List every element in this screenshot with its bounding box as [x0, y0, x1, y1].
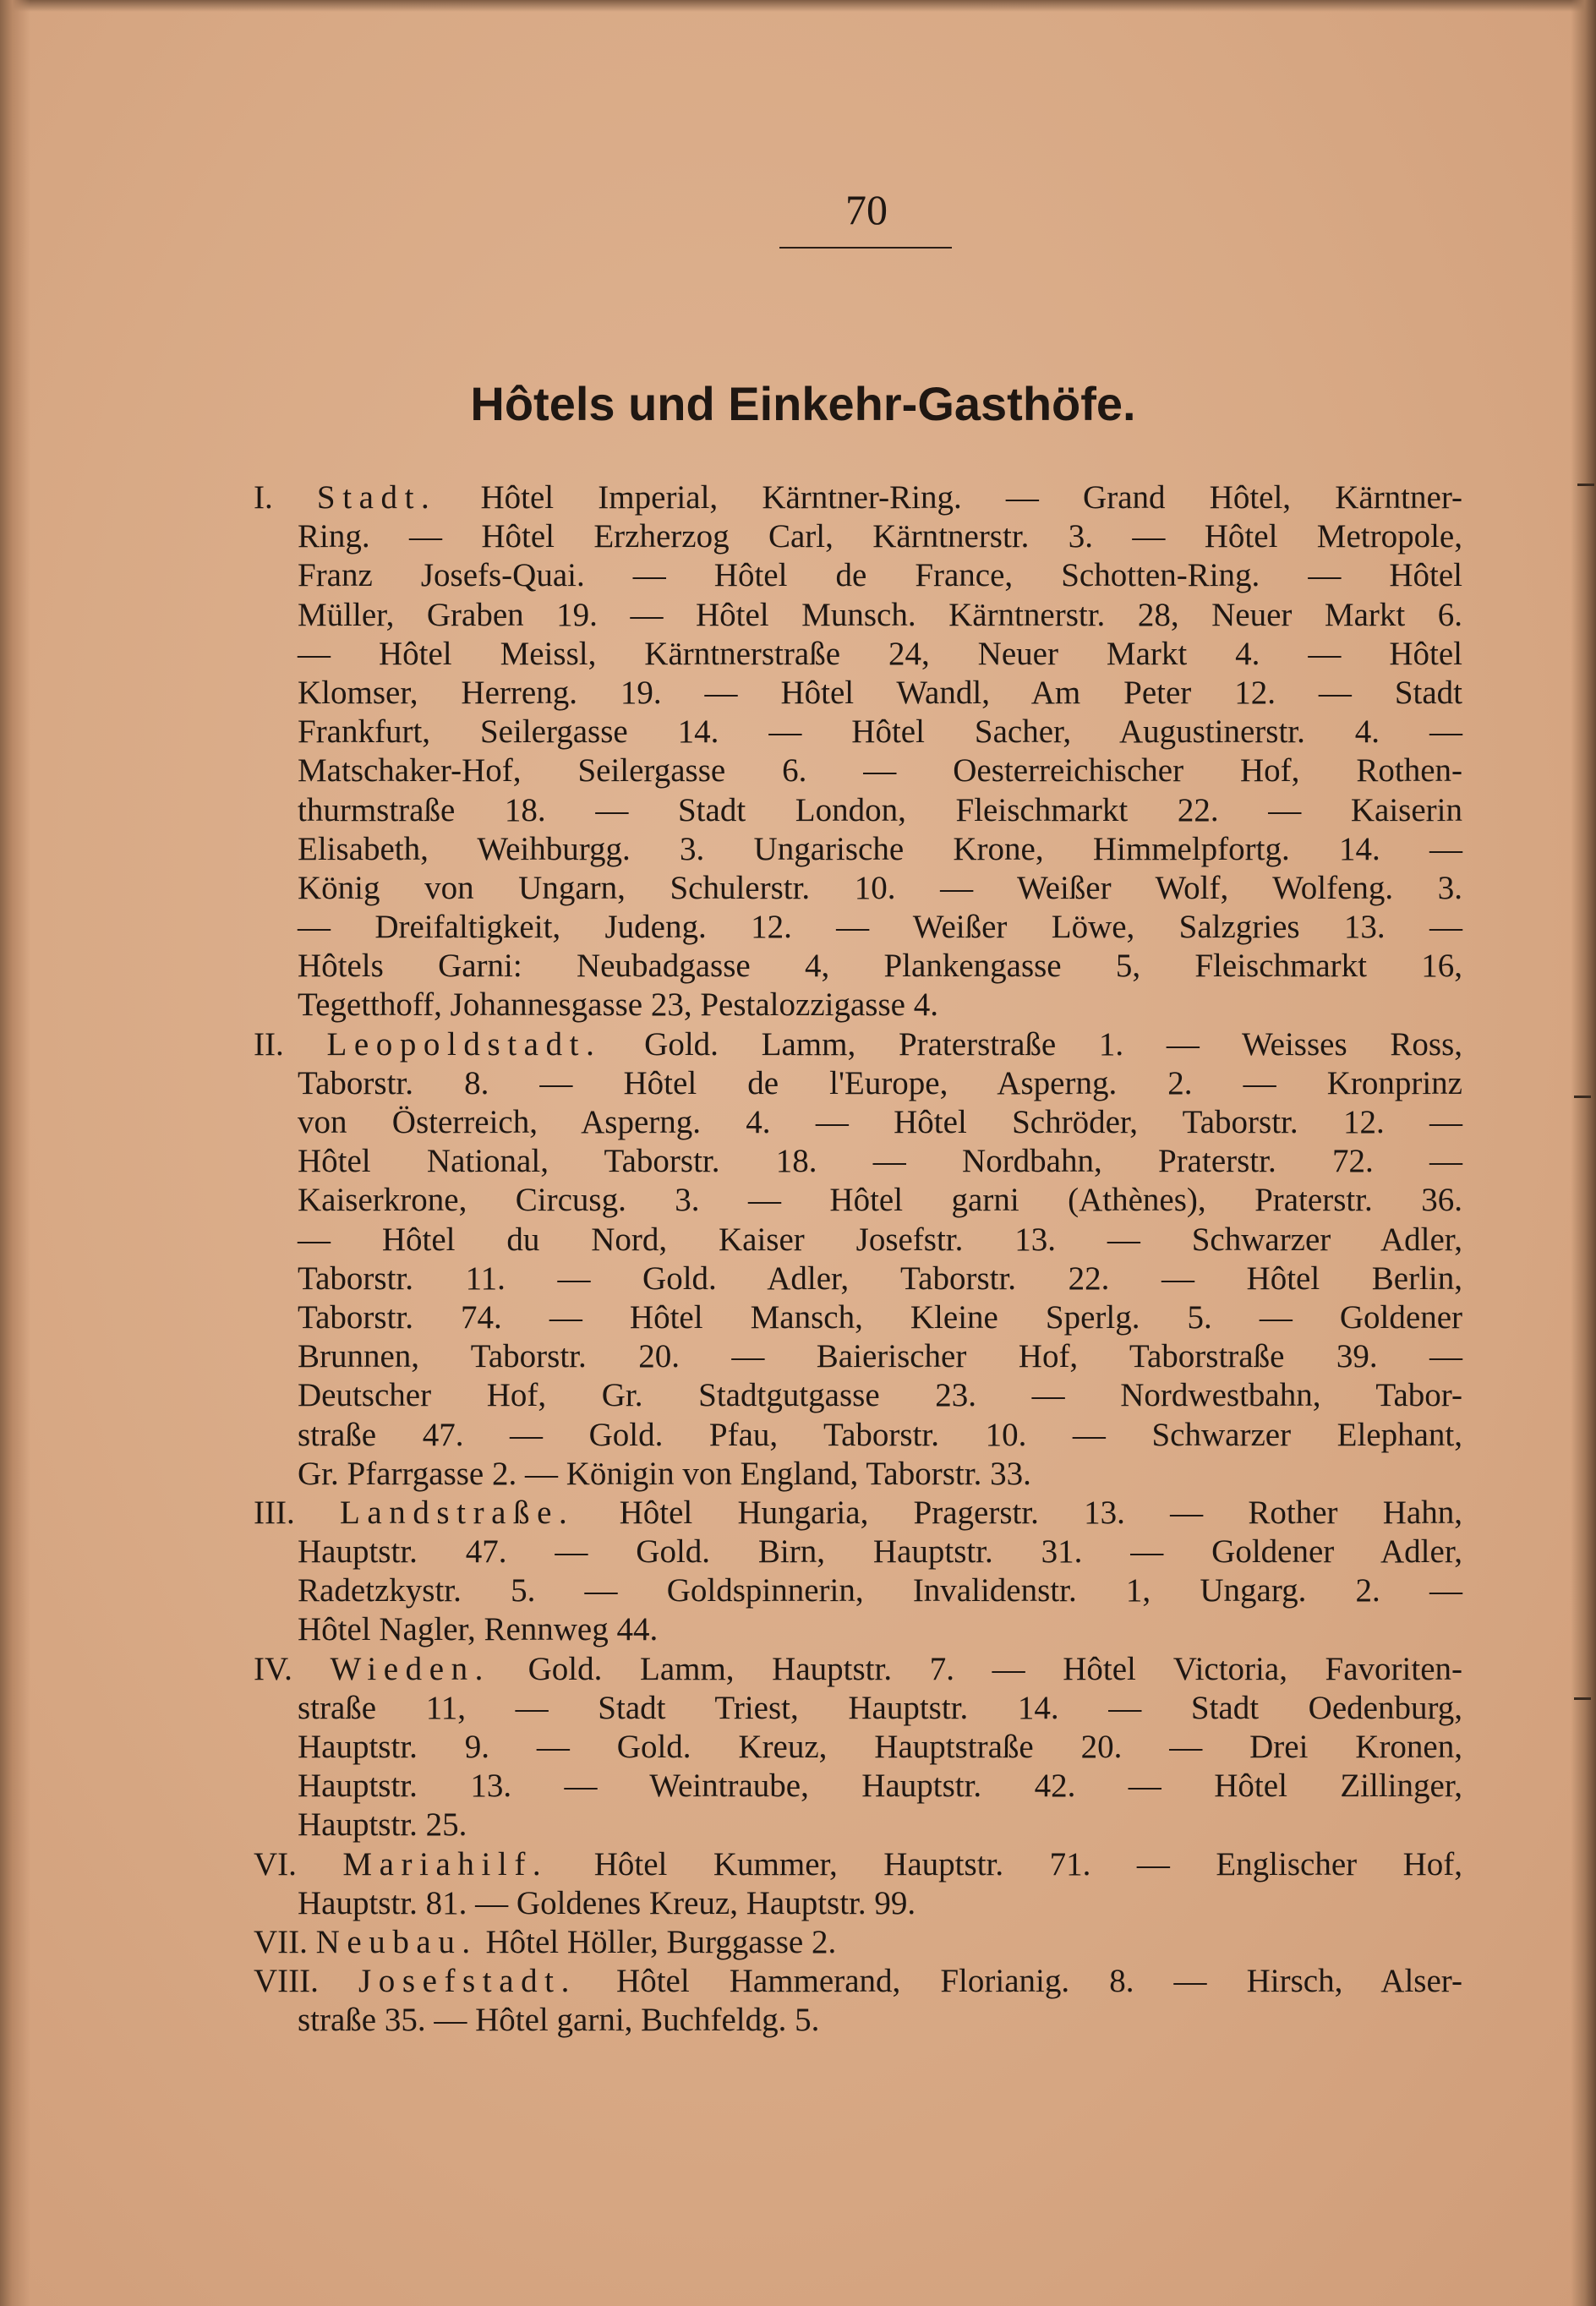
district-entry-line — [254, 1494, 1462, 1533]
listing-line — [298, 1884, 1462, 1923]
page-top-edge — [0, 0, 1596, 12]
district-entry-line — [254, 1962, 1462, 2001]
line-text: Gold. Lamm, Hauptstr. 7. — Hôtel Victoria, Favoriten- — [527, 1650, 1463, 1687]
line-text: Radetzkystr. 5. — Goldspinnerin, Invalidenstr. 1, Ungarg. 2. — — [298, 1572, 1462, 1609]
listing-line — [298, 1376, 1462, 1415]
listing-line — [298, 1533, 1462, 1571]
district-number: VII. — [254, 1923, 308, 1960]
line-text: Hôtel Nagler, Rennweg 44. — [298, 1611, 659, 1648]
line-text: straße 11, — Stadt Triest, Hauptstr. 14. — Stadt Oedenburg, — [298, 1689, 1462, 1726]
line-text: Hauptstr. 13. — Weintraube, Hauptstr. 42. — Hôtel Zillinger, — [298, 1768, 1462, 1805]
listing-line — [298, 869, 1462, 908]
line-text: Klomser, Herreng. 19. — Hôtel Wandl, Am Peter 12. — Stadt — [298, 674, 1462, 711]
line-text: Hauptstr. 25. — [298, 1806, 467, 1844]
line-text: Deutscher Hof, Gr. Stadtgutgasse 23. — Nordwestbahn, Tabor- — [298, 1377, 1462, 1414]
line-text: Gr. Pfarrgasse 2. — Königin von England, Taborstr. 33. — [298, 1455, 1031, 1492]
district-name: Neubau. — [315, 1923, 478, 1960]
margin-mark — [1574, 1096, 1591, 1098]
hotel-listing — [254, 478, 1462, 2041]
line-text: — Hôtel Meissl, Kärntnerstraße 24, Neuer Markt 4. — Hôtel — [298, 635, 1462, 672]
district-name: Wieden. — [330, 1650, 491, 1687]
district-number: I. — [254, 479, 273, 516]
line-text: Hôtel Höller, Burggasse 2. — [485, 1923, 837, 1960]
district-number: IV. — [254, 1650, 292, 1687]
line-text: straße 47. — Gold. Pfau, Taborstr. 10. — Schwarzer Elephant, — [298, 1416, 1462, 1453]
listing-line — [298, 1298, 1462, 1337]
listing-line — [298, 1689, 1462, 1728]
listing-line — [298, 517, 1462, 556]
line-text: von Österreich, Asperng. 4. — Hôtel Schröder, Taborstr. 12. — — [298, 1104, 1462, 1140]
page-right-edge — [1571, 0, 1596, 2306]
margin-mark — [1574, 1697, 1591, 1700]
listing-line — [298, 1571, 1462, 1610]
listing-line — [298, 1806, 1462, 1844]
district-name: Stadt. — [316, 479, 437, 516]
line-text: — Dreifaltigkeit, Judeng. 12. — Weißer Löwe, Salzgries 13. — — [298, 909, 1462, 946]
line-text: Hauptstr. 81. — Goldenes Kreuz, Hauptstr. 99. — [298, 1884, 916, 1921]
listing-line — [298, 2001, 1462, 2040]
district-number: VIII. — [254, 1963, 319, 2000]
page-title: Hôtels und Einkehr-Gasthöfe. — [470, 377, 1136, 430]
page-left-edge — [0, 0, 30, 2306]
district-entry-line — [254, 1025, 1462, 1064]
listing-line — [298, 1767, 1462, 1806]
line-text: straße 35. — Hôtel garni, Buchfeldg. 5. — [298, 2002, 820, 2039]
listing-line — [298, 1728, 1462, 1767]
listing-line — [298, 635, 1462, 674]
district-name: Josefstadt. — [358, 1963, 577, 2000]
district-name: Leopoldstadt. — [326, 1025, 602, 1063]
district-number: III. — [254, 1494, 295, 1531]
line-text: Matschaker-Hof, Seilergasse 6. — Oesterreichischer Hof, Rothen- — [298, 752, 1462, 790]
listing-line — [298, 1455, 1462, 1494]
listing-line — [298, 986, 1462, 1025]
line-text: Taborstr. 11. — Gold. Adler, Taborstr. 22. — Hôtel Berlin, — [298, 1260, 1462, 1297]
district-name: Landstraße. — [339, 1494, 575, 1531]
line-text: Hôtel Hungaria, Pragerstr. 13. — Rother Hahn, — [619, 1494, 1462, 1531]
district-number: VI. — [254, 1845, 297, 1883]
listing-line — [298, 751, 1462, 790]
line-text: Taborstr. 74. — Hôtel Mansch, Kleine Sperlg. 5. — Goldener — [298, 1298, 1462, 1336]
listing-line — [298, 1337, 1462, 1376]
listing-line — [298, 1416, 1462, 1455]
district-entry-line — [254, 478, 1462, 517]
listing-line — [298, 1142, 1462, 1181]
line-text: Hôtel Kummer, Hauptstr. 71. — Englischer Hof, — [593, 1845, 1463, 1883]
listing-line — [298, 596, 1462, 635]
district-entry-line — [254, 1923, 1462, 1962]
listing-line — [298, 908, 1462, 947]
line-text: Brunnen, Taborstr. 20. — Baierischer Hof, Taborstraße 39. — — [298, 1338, 1462, 1375]
line-text: Elisabeth, Weihburgg. 3. Ungarische Krone, Himmelpfortg. 14. — — [298, 830, 1462, 867]
listing-line — [298, 947, 1462, 986]
page-number-rule — [779, 247, 952, 249]
listing-line — [298, 830, 1462, 869]
listing-line — [298, 1221, 1462, 1260]
listing-line — [298, 1181, 1462, 1220]
line-text: Taborstr. 8. — Hôtel de l'Europe, Asperng. 2. — Kronprinz — [298, 1064, 1462, 1101]
line-text: Franz Josefs-Quai. — Hôtel de France, Schotten-Ring. — Hôtel — [298, 557, 1462, 594]
district-name: Mariahilf. — [342, 1845, 549, 1883]
line-text: Frankfurt, Seilergasse 14. — Hôtel Sacher, Augustinerstr. 4. — — [298, 713, 1462, 751]
district-entry-line — [254, 1650, 1462, 1689]
line-text: Hôtel National, Taborstr. 18. — Nordbahn, Praterstr. 72. — — [298, 1143, 1462, 1180]
line-text: Müller, Graben 19. — Hôtel Munsch. Kärntnerstr. 28, Neuer Markt 6. — [298, 596, 1462, 633]
line-text: Hôtels Garni: Neubadgasse 4, Plankengasse 5, Fleischmarkt 16, — [298, 948, 1462, 985]
line-text: Tegetthoff, Johannesgasse 23, Pestalozzigasse 4. — [298, 986, 938, 1024]
line-text: — Hôtel du Nord, Kaiser Josefstr. 13. — Schwarzer Adler, — [298, 1221, 1462, 1258]
listing-line — [298, 1260, 1462, 1298]
line-text: König von Ungarn, Schulerstr. 10. — Weißer Wolf, Wolfeng. 3. — [298, 869, 1462, 906]
district-entry-line — [254, 1845, 1462, 1884]
listing-line — [298, 556, 1462, 595]
line-text: Kaiserkrone, Circusg. 3. — Hôtel garni (Athènes), Praterstr. 36. — [298, 1182, 1462, 1219]
listing-line — [298, 1610, 1462, 1649]
page-number: 70 — [845, 186, 888, 233]
district-number: II. — [254, 1025, 284, 1063]
line-text: Hauptstr. 47. — Gold. Birn, Hauptstr. 31. — Goldener Adler, — [298, 1533, 1462, 1571]
listing-line — [298, 1064, 1462, 1103]
line-text: Ring. — Hôtel Erzherzog Carl, Kärntnerstr. 3. — Hôtel Metropole, — [298, 518, 1462, 555]
line-text: Hôtel Imperial, Kärntner-Ring. — Grand Hôtel, Kärntner- — [480, 479, 1463, 516]
listing-line — [298, 1103, 1462, 1142]
margin-mark — [1577, 484, 1594, 486]
line-text: thurmstraße 18. — Stadt London, Fleischmarkt 22. — Kaiserin — [298, 791, 1462, 828]
listing-line — [298, 674, 1462, 713]
listing-line — [298, 791, 1462, 830]
line-text: Hôtel Hammerand, Florianig. 8. — Hirsch, Alser- — [616, 1963, 1462, 2000]
line-text: Hauptstr. 9. — Gold. Kreuz, Hauptstraße 20. — Drei Kronen, — [298, 1729, 1462, 1765]
line-text: Gold. Lamm, Praterstraße 1. — Weisses Ross, — [644, 1025, 1463, 1063]
listing-line — [298, 713, 1462, 751]
